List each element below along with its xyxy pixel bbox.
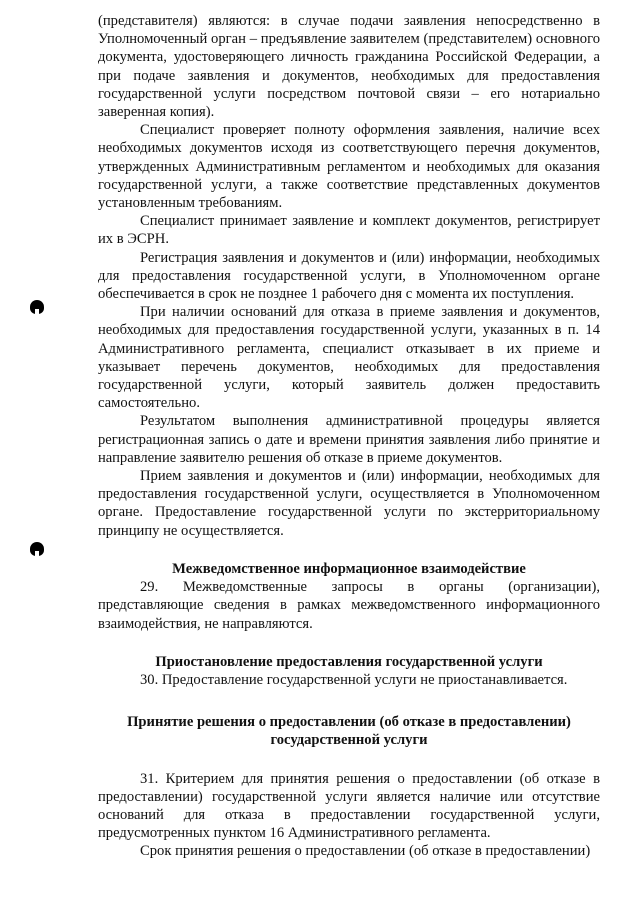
heading-suspension: Приостановление предоставления государственной услуги xyxy=(155,653,543,670)
document-page xyxy=(98,12,600,861)
paragraph-29: 29. Межведомственные запросы в органы (организации), представляющие сведения в рамках межведомственного информационного взаимодействия, не направляются. xyxy=(98,579,600,632)
heading-decision-line-1: Принятие решения о предоставлении (об отказе в предоставлении) xyxy=(127,714,571,731)
binder-hole-mark-top xyxy=(30,300,44,314)
paragraph-registration-esrn: Специалист принимает заявление и комплект документов, регистрирует их в ЭСРН. xyxy=(98,213,600,248)
paragraph-30: 30. Предоставление государственной услуги не приостанавливается. xyxy=(140,671,568,688)
paragraph-refusal-grounds: При наличии оснований для отказа в приеме заявления и документов, необходимых для предоставления государственной услуги, указанных в п. 14 Административного регламента, специалист отказывает в их приеме и указывает перечень документов, необходимых для предоставления государственной услуги, который заявитель должен предоставить самостоятельно. xyxy=(98,304,600,412)
spacer xyxy=(98,750,600,770)
spacer xyxy=(98,540,600,560)
paragraph-applicant-documents: (представителя) являются: в случае подачи заявления непосредственно в Уполномоченный орган – предъявление заявителем (представителем) основного документа, удостоверяющего личность гражданина Российской Федерации, а при подаче заявления и документов, необходимых для предоставления государственной услуги посредством почтовой связи – его нотариально заверенная копия). xyxy=(98,13,600,121)
spacer xyxy=(98,689,600,713)
paragraph-decision-deadline: Срок принятия решения о предоставлении (об отказе в предоставлении) xyxy=(140,843,591,860)
paragraph-31: 31. Критерием для принятия решения о предоставлении (об отказе в предоставлении) государственной услуги является наличие или отсутствие оснований для отказа в предоставлении государственной услуги, предусмотренных пунктом 16 Административного регламента. xyxy=(98,770,600,842)
spacer xyxy=(98,633,600,653)
heading-interagency-interaction: Межведомственное информационное взаимодействие xyxy=(172,560,526,577)
paragraph-completeness-check: Специалист проверяет полноту оформления заявления, наличие всех необходимых документов исходя из соответствующего перечня документов, утвержденных Административным регламентом и необходимых для оказания государственной услуги, а также соответствие представленных документов установленным требованиям. xyxy=(98,122,600,212)
paragraph-reception-place: Прием заявления и документов и (или) информации, необходимых для предоставления государственной услуги, осуществляется в Уполномоченном органе. Предоставление государственной услуги по экстерриториальному принципу не осуществляется. xyxy=(98,468,600,539)
heading-decision-line-2: государственной услуги xyxy=(270,732,428,749)
paragraph-procedure-result: Результатом выполнения административной процедуры является регистрационная запись о дате и времени принятия заявления либо принятие и направление заявителю решения об отказе в приеме документов. xyxy=(98,413,600,466)
binder-hole-mark-bottom xyxy=(30,542,44,556)
paragraph-registration-deadline: Регистрация заявления и документов и (или) информации, необходимых для предоставления государственной услуги, в Уполномоченном органе обеспечивается в срок не позднее 1 рабочего дня с момента их поступления. xyxy=(98,249,600,303)
